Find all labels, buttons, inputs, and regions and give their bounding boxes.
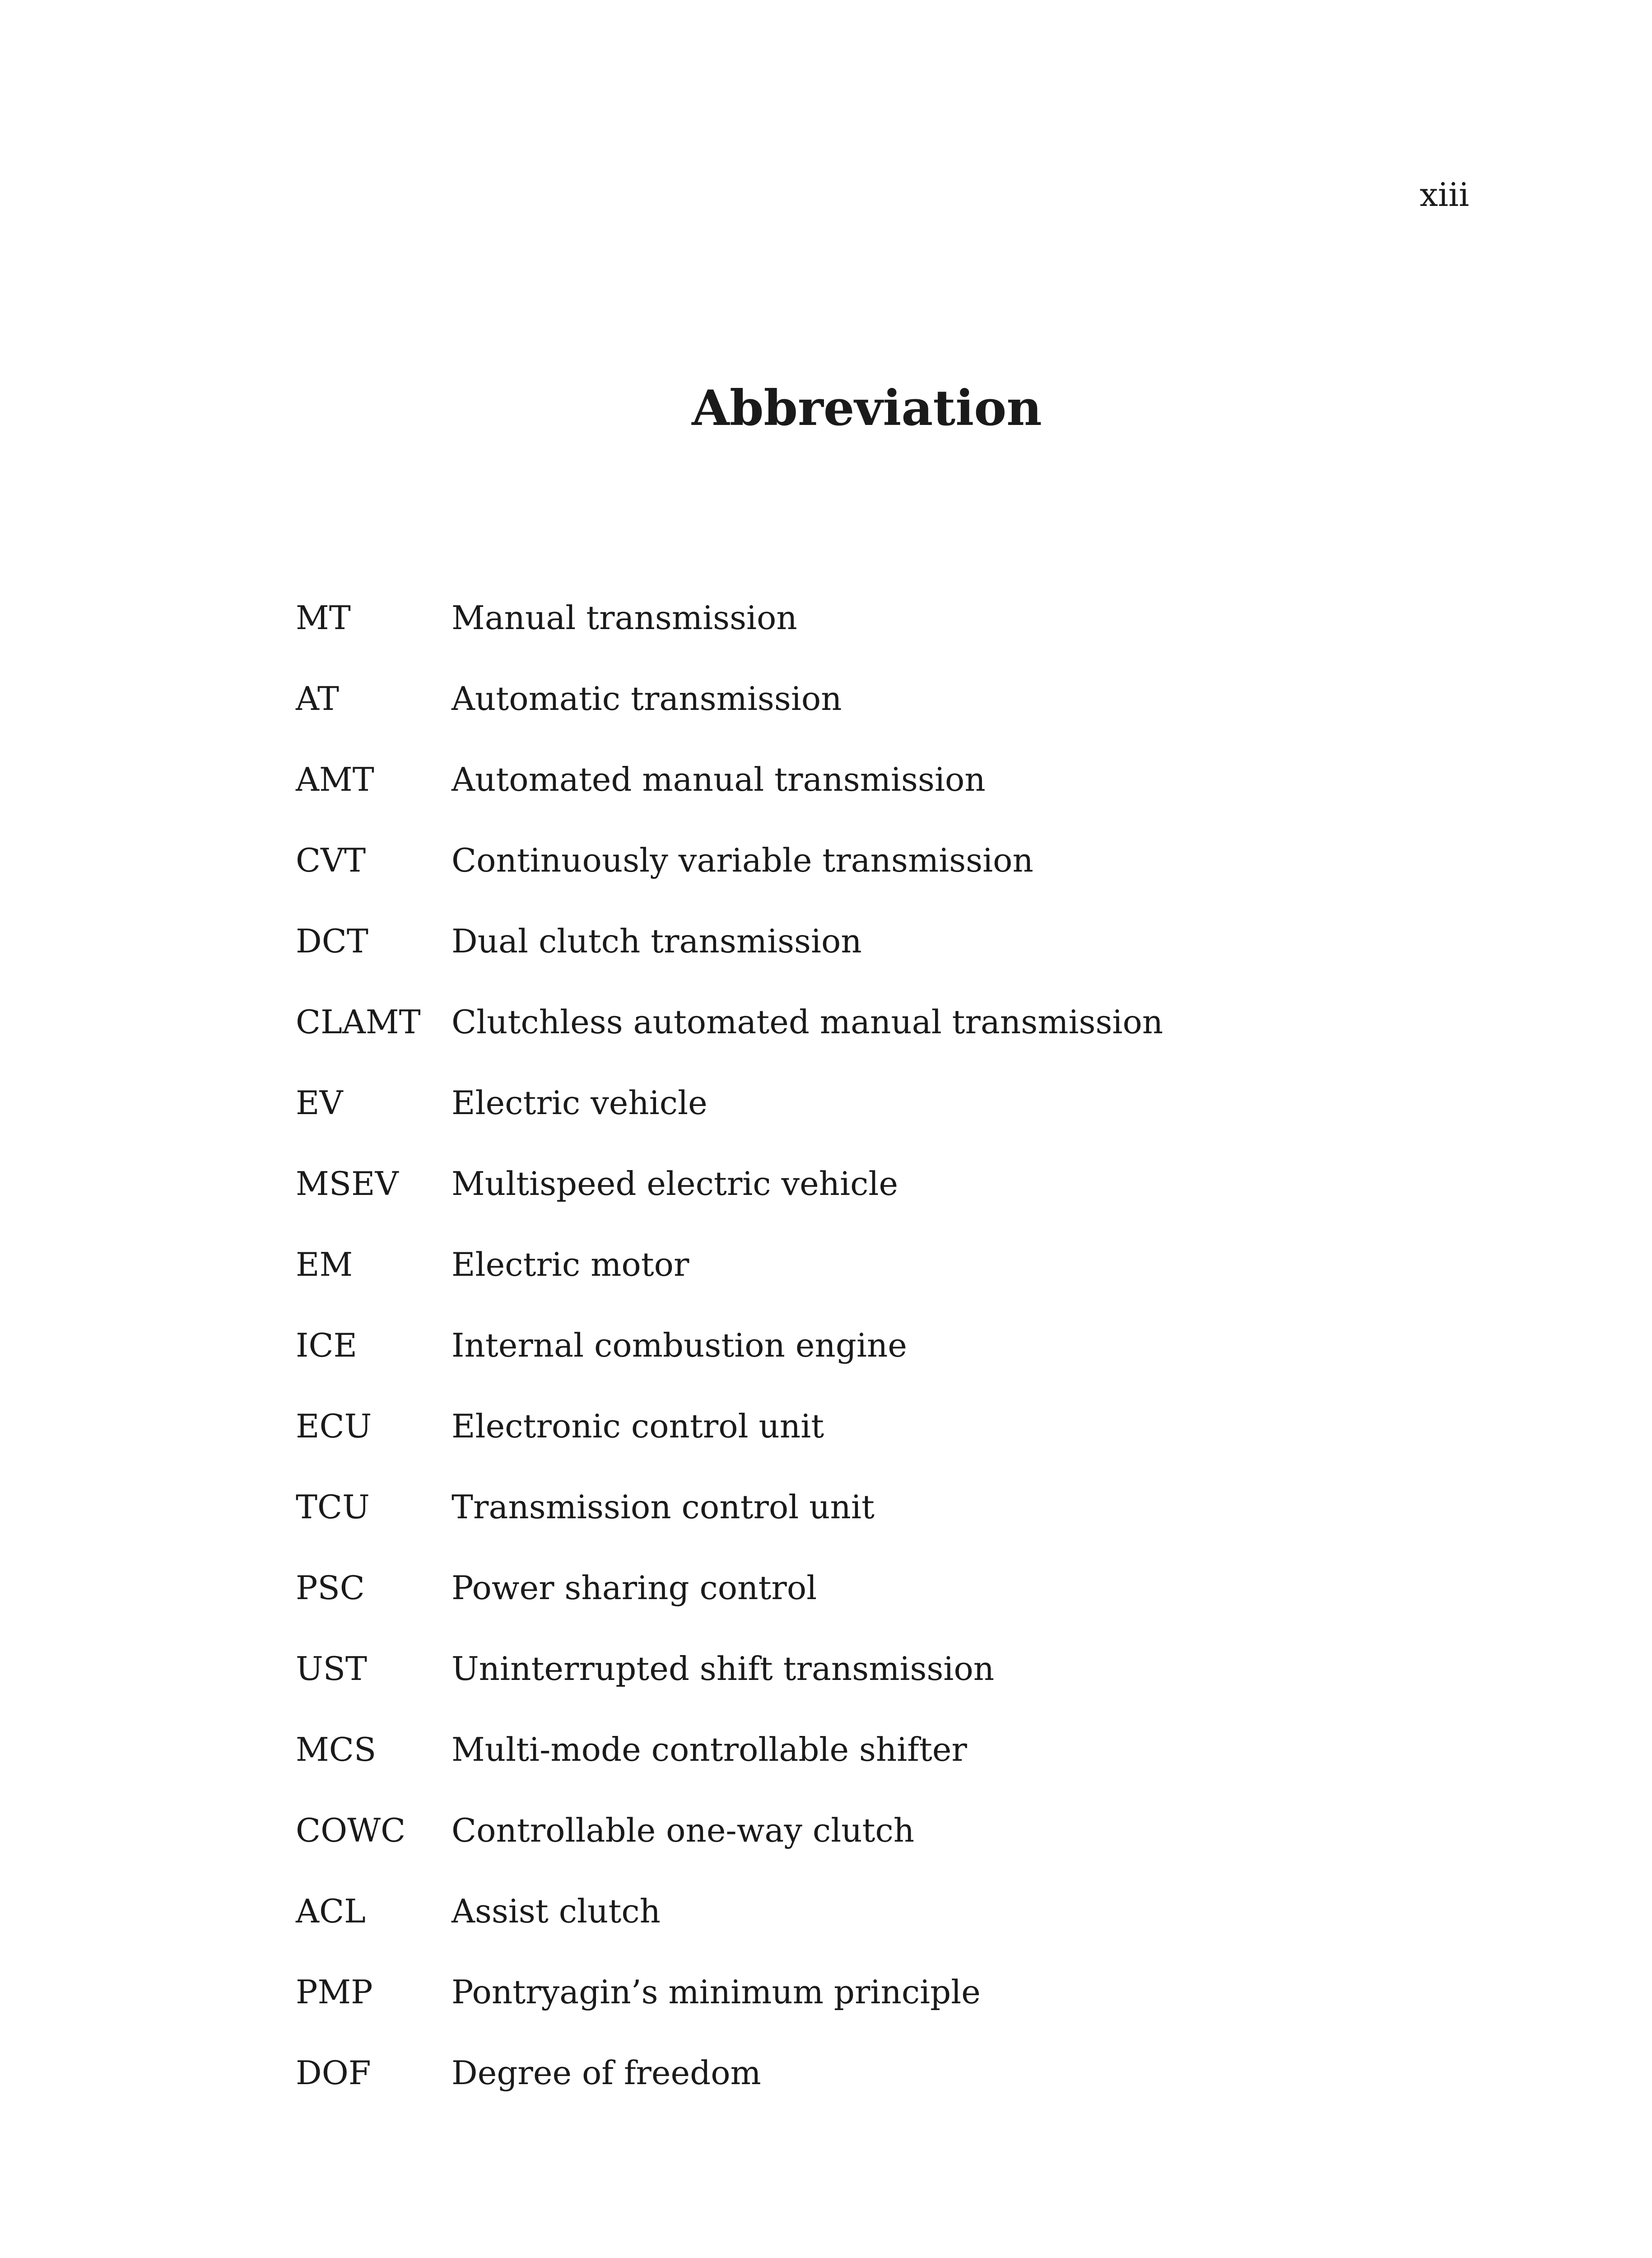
- abbreviation-term: TCU: [296, 1488, 370, 1526]
- abbreviation-term: COWC: [296, 1811, 406, 1849]
- abbreviation-definition: Transmission control unit: [451, 1488, 875, 1526]
- abbreviation-term: MCS: [296, 1731, 377, 1768]
- abbreviation-definition: Uninterrupted shift transmission: [451, 1650, 995, 1688]
- abbreviation-term: UST: [296, 1650, 368, 1688]
- list-item: [296, 1326, 1560, 1407]
- abbreviation-definition: Multispeed electric vehicle: [451, 1165, 898, 1203]
- abbreviation-term: MSEV: [296, 1165, 399, 1203]
- abbreviation-list: [296, 598, 1560, 2134]
- abbreviation-term: AMT: [296, 760, 374, 798]
- abbreviation-definition: Automatic transmission: [451, 680, 842, 718]
- list-item: [296, 1568, 1560, 1649]
- abbreviation-definition: Power sharing control: [451, 1569, 817, 1607]
- abbreviation-term: CVT: [296, 841, 366, 879]
- list-item: [296, 1973, 1560, 2053]
- abbreviation-definition: Manual transmission: [451, 599, 797, 637]
- abbreviation-definition: Degree of freedom: [451, 2054, 761, 2092]
- list-item: [296, 1245, 1560, 1326]
- abbreviation-term: DCT: [296, 922, 368, 960]
- abbreviation-term: PMP: [296, 1973, 373, 2011]
- list-item: [296, 1488, 1560, 1568]
- list-item: [296, 679, 1560, 760]
- list-item: [296, 1730, 1560, 1811]
- list-item: [296, 1811, 1560, 1892]
- abbreviation-definition: Electric vehicle: [451, 1084, 707, 1122]
- abbreviation-term: CLAMT: [296, 1003, 421, 1041]
- abbreviation-term: ICE: [296, 1326, 358, 1364]
- abbreviation-term: EV: [296, 1084, 343, 1122]
- abbreviation-definition: Clutchless automated manual transmission: [451, 1003, 1163, 1041]
- abbreviation-term: EM: [296, 1246, 353, 1283]
- list-item: [296, 1164, 1560, 1245]
- list-item: [296, 1407, 1560, 1488]
- abbreviation-definition: Pontryagin’s minimum principle: [451, 1973, 981, 2011]
- abbreviation-definition: Electric motor: [451, 1246, 689, 1283]
- list-item: [296, 922, 1560, 1003]
- abbreviation-definition: Internal combustion engine: [451, 1326, 907, 1364]
- page-title: Abbreviation: [692, 380, 1042, 437]
- abbreviation-term: ECU: [296, 1407, 372, 1445]
- list-item: [296, 1649, 1560, 1730]
- list-item: [296, 1892, 1560, 1973]
- list-item: [296, 760, 1560, 841]
- abbreviation-definition: Multi-mode controllable shifter: [451, 1731, 967, 1768]
- abbreviation-term: ACL: [296, 1892, 366, 1930]
- list-item: [296, 1083, 1560, 1164]
- abbreviation-term: MT: [296, 599, 351, 637]
- abbreviation-definition: Dual clutch transmission: [451, 922, 862, 960]
- abbreviation-term: AT: [296, 680, 340, 718]
- abbreviation-definition: Continuously variable transmission: [451, 841, 1033, 879]
- list-item: [296, 2053, 1560, 2134]
- abbreviation-term: PSC: [296, 1569, 365, 1607]
- abbreviation-definition: Controllable one-way clutch: [451, 1811, 915, 1849]
- abbreviation-definition: Assist clutch: [451, 1892, 661, 1930]
- abbreviation-term: DOF: [296, 2054, 371, 2092]
- list-item: [296, 598, 1560, 679]
- abbreviation-definition: Electronic control unit: [451, 1407, 824, 1445]
- page-number: xiii: [1419, 176, 1469, 214]
- abbreviation-definition: Automated manual transmission: [451, 760, 986, 798]
- list-item: [296, 1003, 1560, 1083]
- list-item: [296, 841, 1560, 922]
